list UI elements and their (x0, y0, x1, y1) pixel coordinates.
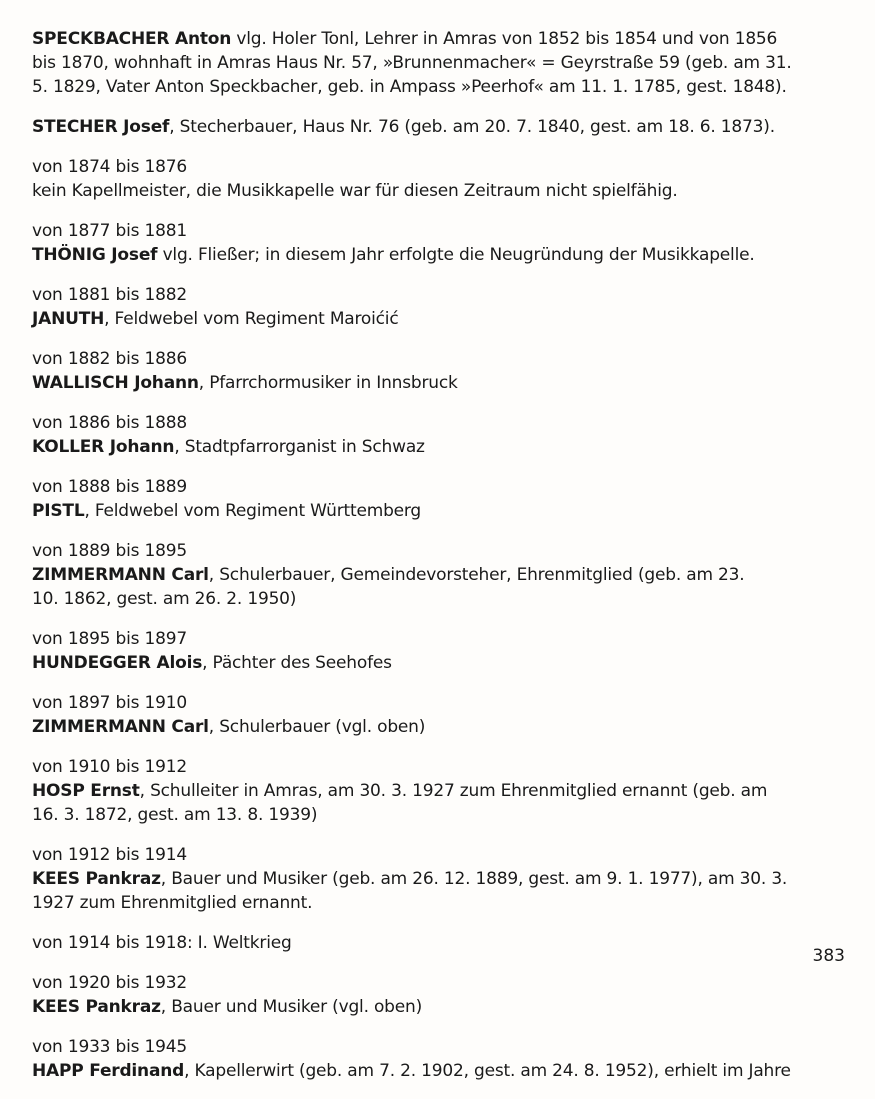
person-name: KEES Pankraz (32, 997, 161, 1017)
entry-text: , Schulerbauer (vgl. oben) (208, 717, 426, 737)
entry (32, 475, 850, 523)
entry (32, 843, 850, 915)
person-name: THÖNIG Josef (32, 245, 158, 265)
entry (32, 283, 850, 331)
entry-period: von 1877 bis 1881 (32, 221, 187, 241)
entry-period: von 1914 bis 1918: I. Weltkrieg (32, 933, 292, 953)
entry-text-line (32, 435, 850, 459)
entry-text: vlg. Fließer; in diesem Jahr erfolgte die Neugründung der Musikkapelle. (157, 245, 755, 265)
entry (32, 755, 850, 827)
page-number: 383 (812, 946, 845, 966)
entry-text-line (32, 587, 850, 611)
entry-text-line (32, 307, 850, 331)
entry-text: , Feldwebel vom Regiment Maroićić (104, 309, 399, 329)
entry (32, 115, 850, 139)
entry-period: von 1912 bis 1914 (32, 845, 187, 865)
entry (32, 971, 850, 1019)
person-name: WALLISCH Johann (32, 373, 199, 393)
person-name: HAPP Ferdinand (32, 1061, 185, 1081)
entry-text: , Pächter des Seehofes (202, 653, 392, 673)
entry-period: von 1874 bis 1876 (32, 157, 187, 177)
entry (32, 347, 850, 395)
entry-text: , Stecherbauer, Haus Nr. 76 (geb. am 20. 7. 1840, gest. am 18. 6. 1873). (169, 117, 775, 137)
person-name: HOSP Ernst (32, 781, 140, 801)
entry-text-line (32, 563, 850, 587)
entry-period: von 1882 bis 1886 (32, 349, 187, 369)
entry-text-line (32, 51, 850, 75)
person-name: HUNDEGGER Alois (32, 653, 203, 673)
entry-text-line (32, 1059, 850, 1083)
entry-text: , Schulerbauer, Gemeindevorsteher, Ehrenmitglied (geb. am 23. (208, 565, 745, 585)
entry-period: von 1895 bis 1897 (32, 629, 187, 649)
entry-period: von 1920 bis 1932 (32, 973, 187, 993)
entry-period: von 1910 bis 1912 (32, 757, 187, 777)
entry-text: 16. 3. 1872, gest. am 13. 8. 1939) (32, 805, 318, 825)
entry-text: , Pfarrchormusiker in Innsbruck (198, 373, 458, 393)
entry (32, 539, 850, 611)
person-name: KOLLER Johann (32, 437, 175, 457)
entry-text-line (32, 27, 850, 51)
person-name: KEES Pankraz (32, 869, 161, 889)
person-name: PISTL (32, 501, 85, 521)
entry-text: kein Kapellmeister, die Musikkapelle war für diesen Zeitraum nicht spielfähig. (32, 181, 678, 201)
entry-text: 5. 1829, Vater Anton Speckbacher, geb. in Ampass »Peerhof« am 11. 1. 1785, gest. 1848). (32, 77, 787, 97)
entry-text: , Bauer und Musiker (geb. am 26. 12. 1889, gest. am 9. 1. 1977), am 30. 3. (160, 869, 788, 889)
entry-text-line (32, 371, 850, 395)
entry-text-line (32, 779, 850, 803)
entry (32, 27, 850, 99)
entry-text-line (32, 715, 850, 739)
entry (32, 931, 850, 955)
entry-period: von 1897 bis 1910 (32, 693, 187, 713)
entry-period: von 1886 bis 1888 (32, 413, 187, 433)
entry-text: vlg. Holer Tonl, Lehrer in Amras von 1852 bis 1854 und von 1856 (231, 29, 778, 49)
person-name: ZIMMERMANN Carl (32, 717, 209, 737)
entry-period: von 1933 bis 1945 (32, 1037, 187, 1057)
person-name: ZIMMERMANN Carl (32, 565, 209, 585)
entry-text-line (32, 115, 850, 139)
entry-text-line (32, 867, 850, 891)
entry-text: bis 1870, wohnhaft in Amras Haus Nr. 57, »Brunnenmacher« = Geyrstraße 59 (geb. am 31. (32, 53, 792, 73)
entry-text-line (32, 499, 850, 523)
entry-text: , Stadtpfarrorganist in Schwaz (174, 437, 425, 457)
entry-text-line (32, 651, 850, 675)
entry-text: , Schulleiter in Amras, am 30. 3. 1927 zum Ehrenmitglied ernannt (geb. am (139, 781, 768, 801)
entry (32, 411, 850, 459)
entry (32, 155, 850, 203)
entry (32, 691, 850, 739)
entry-text: , Bauer und Musiker (vgl. oben) (160, 997, 423, 1017)
entry-text-line (32, 75, 850, 99)
entry (32, 1035, 850, 1083)
entry-period: von 1889 bis 1895 (32, 541, 187, 561)
entry-period: von 1888 bis 1889 (32, 477, 187, 497)
entry-text-line (32, 243, 850, 267)
person-name: JANUTH (32, 309, 105, 329)
entry-text-line (32, 995, 850, 1019)
entry-list (32, 27, 850, 1099)
entry (32, 219, 850, 267)
entry-text-line (32, 891, 850, 915)
entry (32, 627, 850, 675)
entry-text-line (32, 803, 850, 827)
entry-text: , Feldwebel vom Regiment Württemberg (84, 501, 421, 521)
entry-period: von 1881 bis 1882 (32, 285, 187, 305)
entry-text: 10. 1862, gest. am 26. 2. 1950) (32, 589, 297, 609)
entry-text-line (32, 179, 850, 203)
person-name: SPECKBACHER Anton (32, 29, 232, 49)
entry-text: , Kapellerwirt (geb. am 7. 2. 1902, gest. am 24. 8. 1952), erhielt im Jahre (184, 1061, 791, 1081)
person-name: STECHER Josef (32, 117, 170, 137)
entry-text: 1927 zum Ehrenmitglied ernannt. (32, 893, 313, 913)
